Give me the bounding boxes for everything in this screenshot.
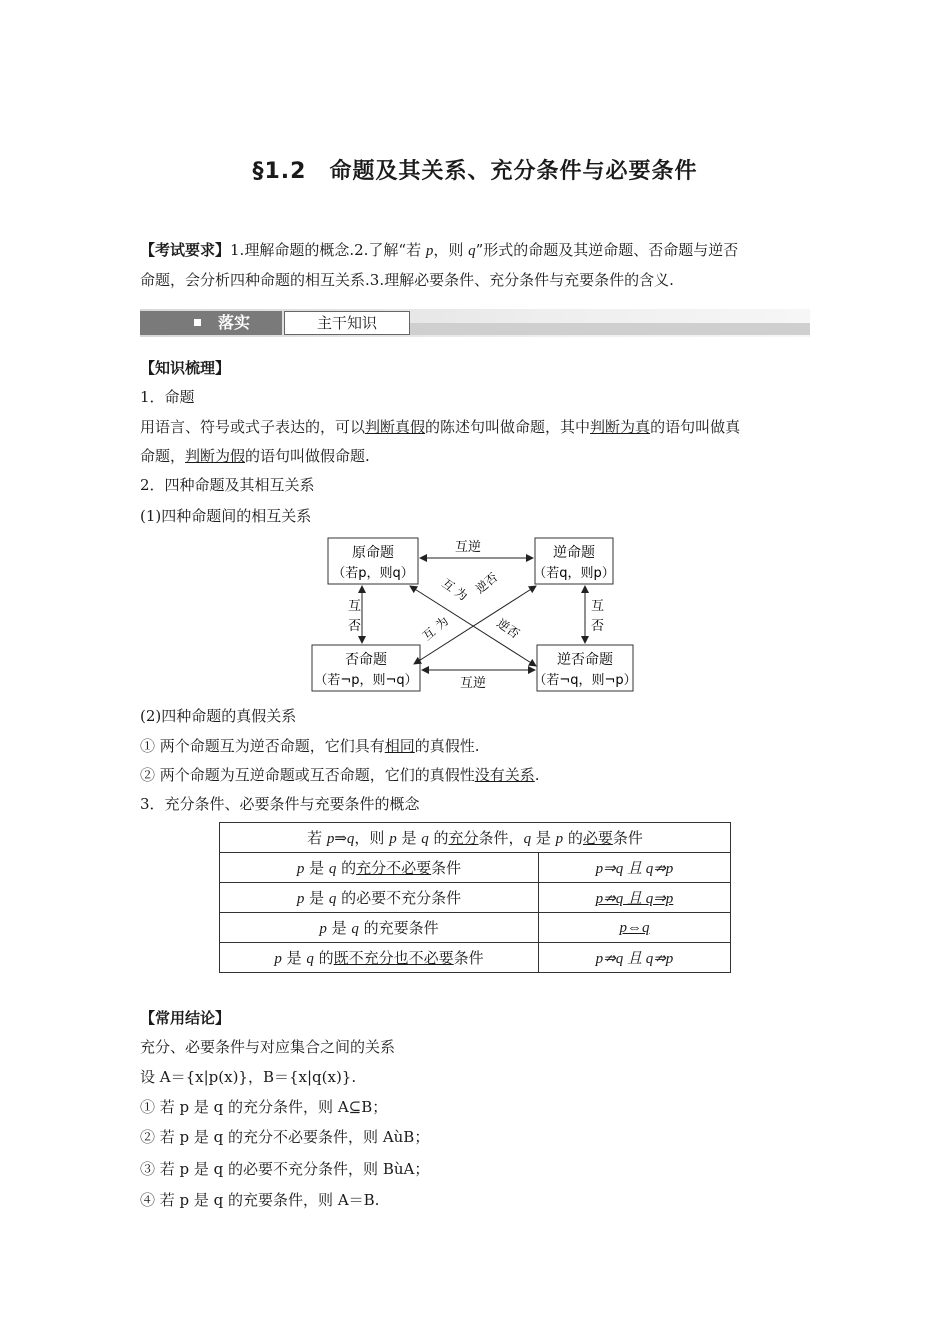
page-title: §1.2 命题及其关系、充分条件与必要条件 bbox=[252, 159, 698, 184]
section-3-title: 3．充分条件、必要条件与充要条件的概念 bbox=[140, 795, 420, 813]
section-2-sub2: (2)四种命题的真假关系 bbox=[140, 707, 297, 725]
banner-left-label: 落实 bbox=[218, 313, 251, 332]
diag1-label-a: 互 bbox=[439, 575, 458, 595]
fill-blank: 相同 bbox=[384, 737, 415, 755]
label-bottom: 互逆 bbox=[459, 676, 487, 691]
section-banner bbox=[140, 309, 810, 337]
label-top: 互逆 bbox=[454, 540, 482, 555]
var-p: p bbox=[425, 243, 434, 259]
box-original-name: 原命题 bbox=[352, 545, 394, 561]
box-inverse-name: 否命题 bbox=[345, 652, 387, 668]
table-cell-right: p⇏q 且 q⇏p bbox=[539, 943, 731, 973]
banner-right-label: 主干知识 bbox=[316, 314, 377, 332]
table-row bbox=[220, 913, 731, 943]
diag2-label-b: 为 bbox=[432, 613, 452, 633]
square-bullet-icon bbox=[194, 319, 201, 326]
section-1-line2: 命题，判断为假的语句叫做假命题. bbox=[140, 447, 370, 465]
diag2-label-c: 逆否 bbox=[494, 615, 522, 642]
table-row bbox=[220, 943, 731, 973]
box-inverse-cond: （若¬p，则¬q） bbox=[314, 673, 418, 688]
conclusion-item: ③ 若 p 是 q 的必要不充分条件，则 BùA； bbox=[140, 1160, 430, 1178]
table-cell-left: p 是 q 的充分不必要条件 bbox=[220, 853, 539, 883]
table-row bbox=[220, 883, 731, 913]
label-right-1: 互 bbox=[591, 599, 605, 614]
table-cell-left: p 是 q 的既不充分也不必要条件 bbox=[220, 943, 539, 973]
truth-rule-2: ② 两个命题为互逆命题或互否命题，它们的真假性没有关系. bbox=[140, 766, 540, 784]
conditions-table bbox=[219, 822, 731, 973]
table-cell-left: p 是 q 的必要不充分条件 bbox=[220, 883, 539, 913]
box-converse-cond: （若q，则p） bbox=[533, 566, 615, 581]
conclusion-item: ① 若 p 是 q 的充分条件，则 A⊆B； bbox=[140, 1098, 388, 1116]
knowledge-tag: 【知识梳理】 bbox=[140, 359, 231, 377]
box-converse-name: 逆命题 bbox=[553, 545, 595, 561]
table-header-cell: 若 p⇒q，则 p 是 q 的充分条件，q 是 p 的必要条件 bbox=[220, 823, 731, 853]
label-left-1: 互 bbox=[348, 599, 362, 614]
table-cell-right: p⇔q bbox=[539, 913, 731, 943]
exam-text: ”形式的命题及其逆命题、否命题与逆否 bbox=[475, 241, 739, 259]
table-header-row bbox=[220, 823, 731, 853]
diag1-label-b: 为 bbox=[452, 584, 471, 604]
table-row bbox=[220, 853, 731, 883]
section-1-line1: 用语言、符号或式子表达的，可以判断真假的陈述句叫做命题，其中判断为真的语句叫做真 bbox=[140, 418, 741, 436]
section-1-title: 1．命题 bbox=[140, 388, 195, 406]
box-contra-cond: （若¬q，则¬p） bbox=[533, 673, 637, 688]
fill-blank: 判断真假 bbox=[365, 418, 426, 436]
exam-tag: 【考试要求】 bbox=[140, 241, 231, 259]
exam-text: ，则 bbox=[433, 241, 469, 259]
exam-requirements-line1 bbox=[140, 240, 738, 261]
diag2-label-a: 互 bbox=[419, 624, 439, 644]
conclusion-line2: 设 A＝{x|p(x)}，B＝{x|q(x)}. bbox=[140, 1068, 357, 1086]
conclusion-tag: 【常用结论】 bbox=[140, 1009, 231, 1027]
fill-blank: 判断为真 bbox=[590, 418, 651, 436]
four-propositions-diagram bbox=[300, 530, 650, 700]
conclusion-line1: 充分、必要条件与对应集合之间的关系 bbox=[140, 1038, 396, 1056]
truth-rule-1: ① 两个命题互为逆否命题，它们具有相同的真假性. bbox=[140, 737, 480, 755]
label-right-2: 否 bbox=[591, 619, 605, 634]
section-2-title: 2．四种命题及其相互关系 bbox=[140, 476, 315, 494]
diag1-label-c: 逆否 bbox=[472, 570, 501, 597]
box-contra-name: 逆否命题 bbox=[557, 652, 613, 668]
section-2-sub1: (1)四种命题间的相互关系 bbox=[140, 507, 312, 525]
var-q: q bbox=[468, 243, 476, 259]
conclusion-item: ② 若 p 是 q 的充分不必要条件，则 AùB； bbox=[140, 1128, 430, 1146]
table-cell-right: p⇏q 且 q⇒p bbox=[539, 883, 731, 913]
box-original-cond: （若p，则q） bbox=[332, 566, 414, 581]
conclusion-item: ④ 若 p 是 q 的充要条件，则 A＝B. bbox=[140, 1191, 380, 1209]
exam-requirements-line2: 命题，会分析四种命题的相互关系.3.理解必要条件、充分条件与充要条件的含义. bbox=[140, 271, 674, 289]
table-cell-left: p 是 q 的充要条件 bbox=[220, 913, 539, 943]
label-left-2: 否 bbox=[348, 619, 362, 634]
fill-blank: 判断为假 bbox=[185, 447, 246, 465]
table-cell-right: p⇒q 且 q⇏p bbox=[539, 853, 731, 883]
fill-blank: 没有关系 bbox=[474, 766, 535, 784]
exam-text: 1.理解命题的概念.2.了解“若 bbox=[230, 241, 426, 259]
